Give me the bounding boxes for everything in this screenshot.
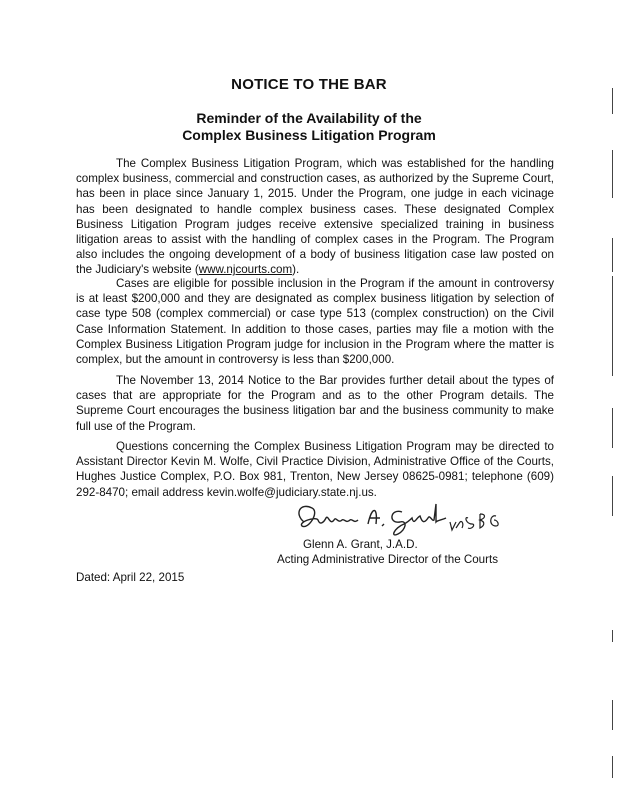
subtitle-line-2: Complex Business Litigation Program	[182, 127, 436, 143]
paragraph-2-text: Cases are eligible for possible inclusion in the Program if the amount in controversy is at least $200,000 and they are designated as complex business litigation by selection of case type 508 (complex commercial) or case type 513 (complex construction) on the Civil Case Information Statement. In addition to those cases, parties may file a motion with the Complex Business Litigation Program judge for inclusion in the Program where the matter is complex, but the amount in controversy is less than $200,000.	[76, 277, 554, 367]
signature-image	[290, 500, 520, 540]
notice-subtitle	[0, 110, 618, 144]
signatory-name: Glenn A. Grant, J.A.D.	[303, 538, 418, 551]
notice-title: NOTICE TO THE BAR	[231, 76, 387, 93]
scan-edge-mark	[612, 476, 613, 516]
paragraph-3-text: The November 13, 2014 Notice to the Bar provides further detail about the types of cases that are appropriate for the Program and as to the other Program details. The Supreme Court encourages the business litigation bar and the business community to make full use of the Program.	[76, 374, 554, 433]
scan-edge-mark	[612, 150, 613, 198]
signatory-title: Acting Administrative Director of the Courts	[277, 553, 499, 566]
paragraph-eligibility	[76, 276, 554, 367]
dated-line: Dated: April 22, 2015	[76, 571, 185, 584]
paragraph-4-text: Questions concerning the Complex Business Litigation Program may be directed to Assistant Director Kevin M. Wolfe, Civil Practice Division, Administrative Office of the Courts, Hughes Justice Complex, P.O. Box 981, Trenton, New Jersey 08625-0981; telephone (609) 292-8470; email address kevin.wolfe@judiciary.state.nj.us.	[76, 440, 554, 499]
scan-edge-mark	[612, 756, 613, 778]
scan-edge-mark	[612, 88, 613, 114]
paragraph-further-detail	[76, 373, 554, 434]
scan-edge-mark	[612, 408, 613, 448]
paragraph-program-overview	[76, 156, 554, 278]
handwritten-signature	[290, 500, 540, 540]
subtitle-line-1: Reminder of the Availability of the	[196, 110, 422, 126]
scan-edge-mark	[612, 276, 613, 376]
scan-edge-mark	[612, 700, 613, 730]
paragraph-1-text: The Complex Business Litigation Program, which was established for the handling complex business, commercial and construction cases, as authorized by the Supreme Court, has been in place since January 1, 2015. Under the Program, one judge in each vicinage has been designated to handle complex business cases. These designated Complex Business Litigation Program judges receive extensive specialized training in business litigation areas to assist with the handling of complex cases in the Program. The Program also includes the ongoing development of a body of business litigation case law posted on the Judiciary's website (	[76, 157, 554, 277]
paragraph-1-tail: ).	[292, 263, 300, 277]
scan-edge-mark	[612, 630, 613, 642]
njcourts-link[interactable]: www.njcourts.com	[198, 263, 293, 277]
paragraph-contact	[76, 439, 554, 500]
scan-edge-mark	[612, 238, 613, 272]
